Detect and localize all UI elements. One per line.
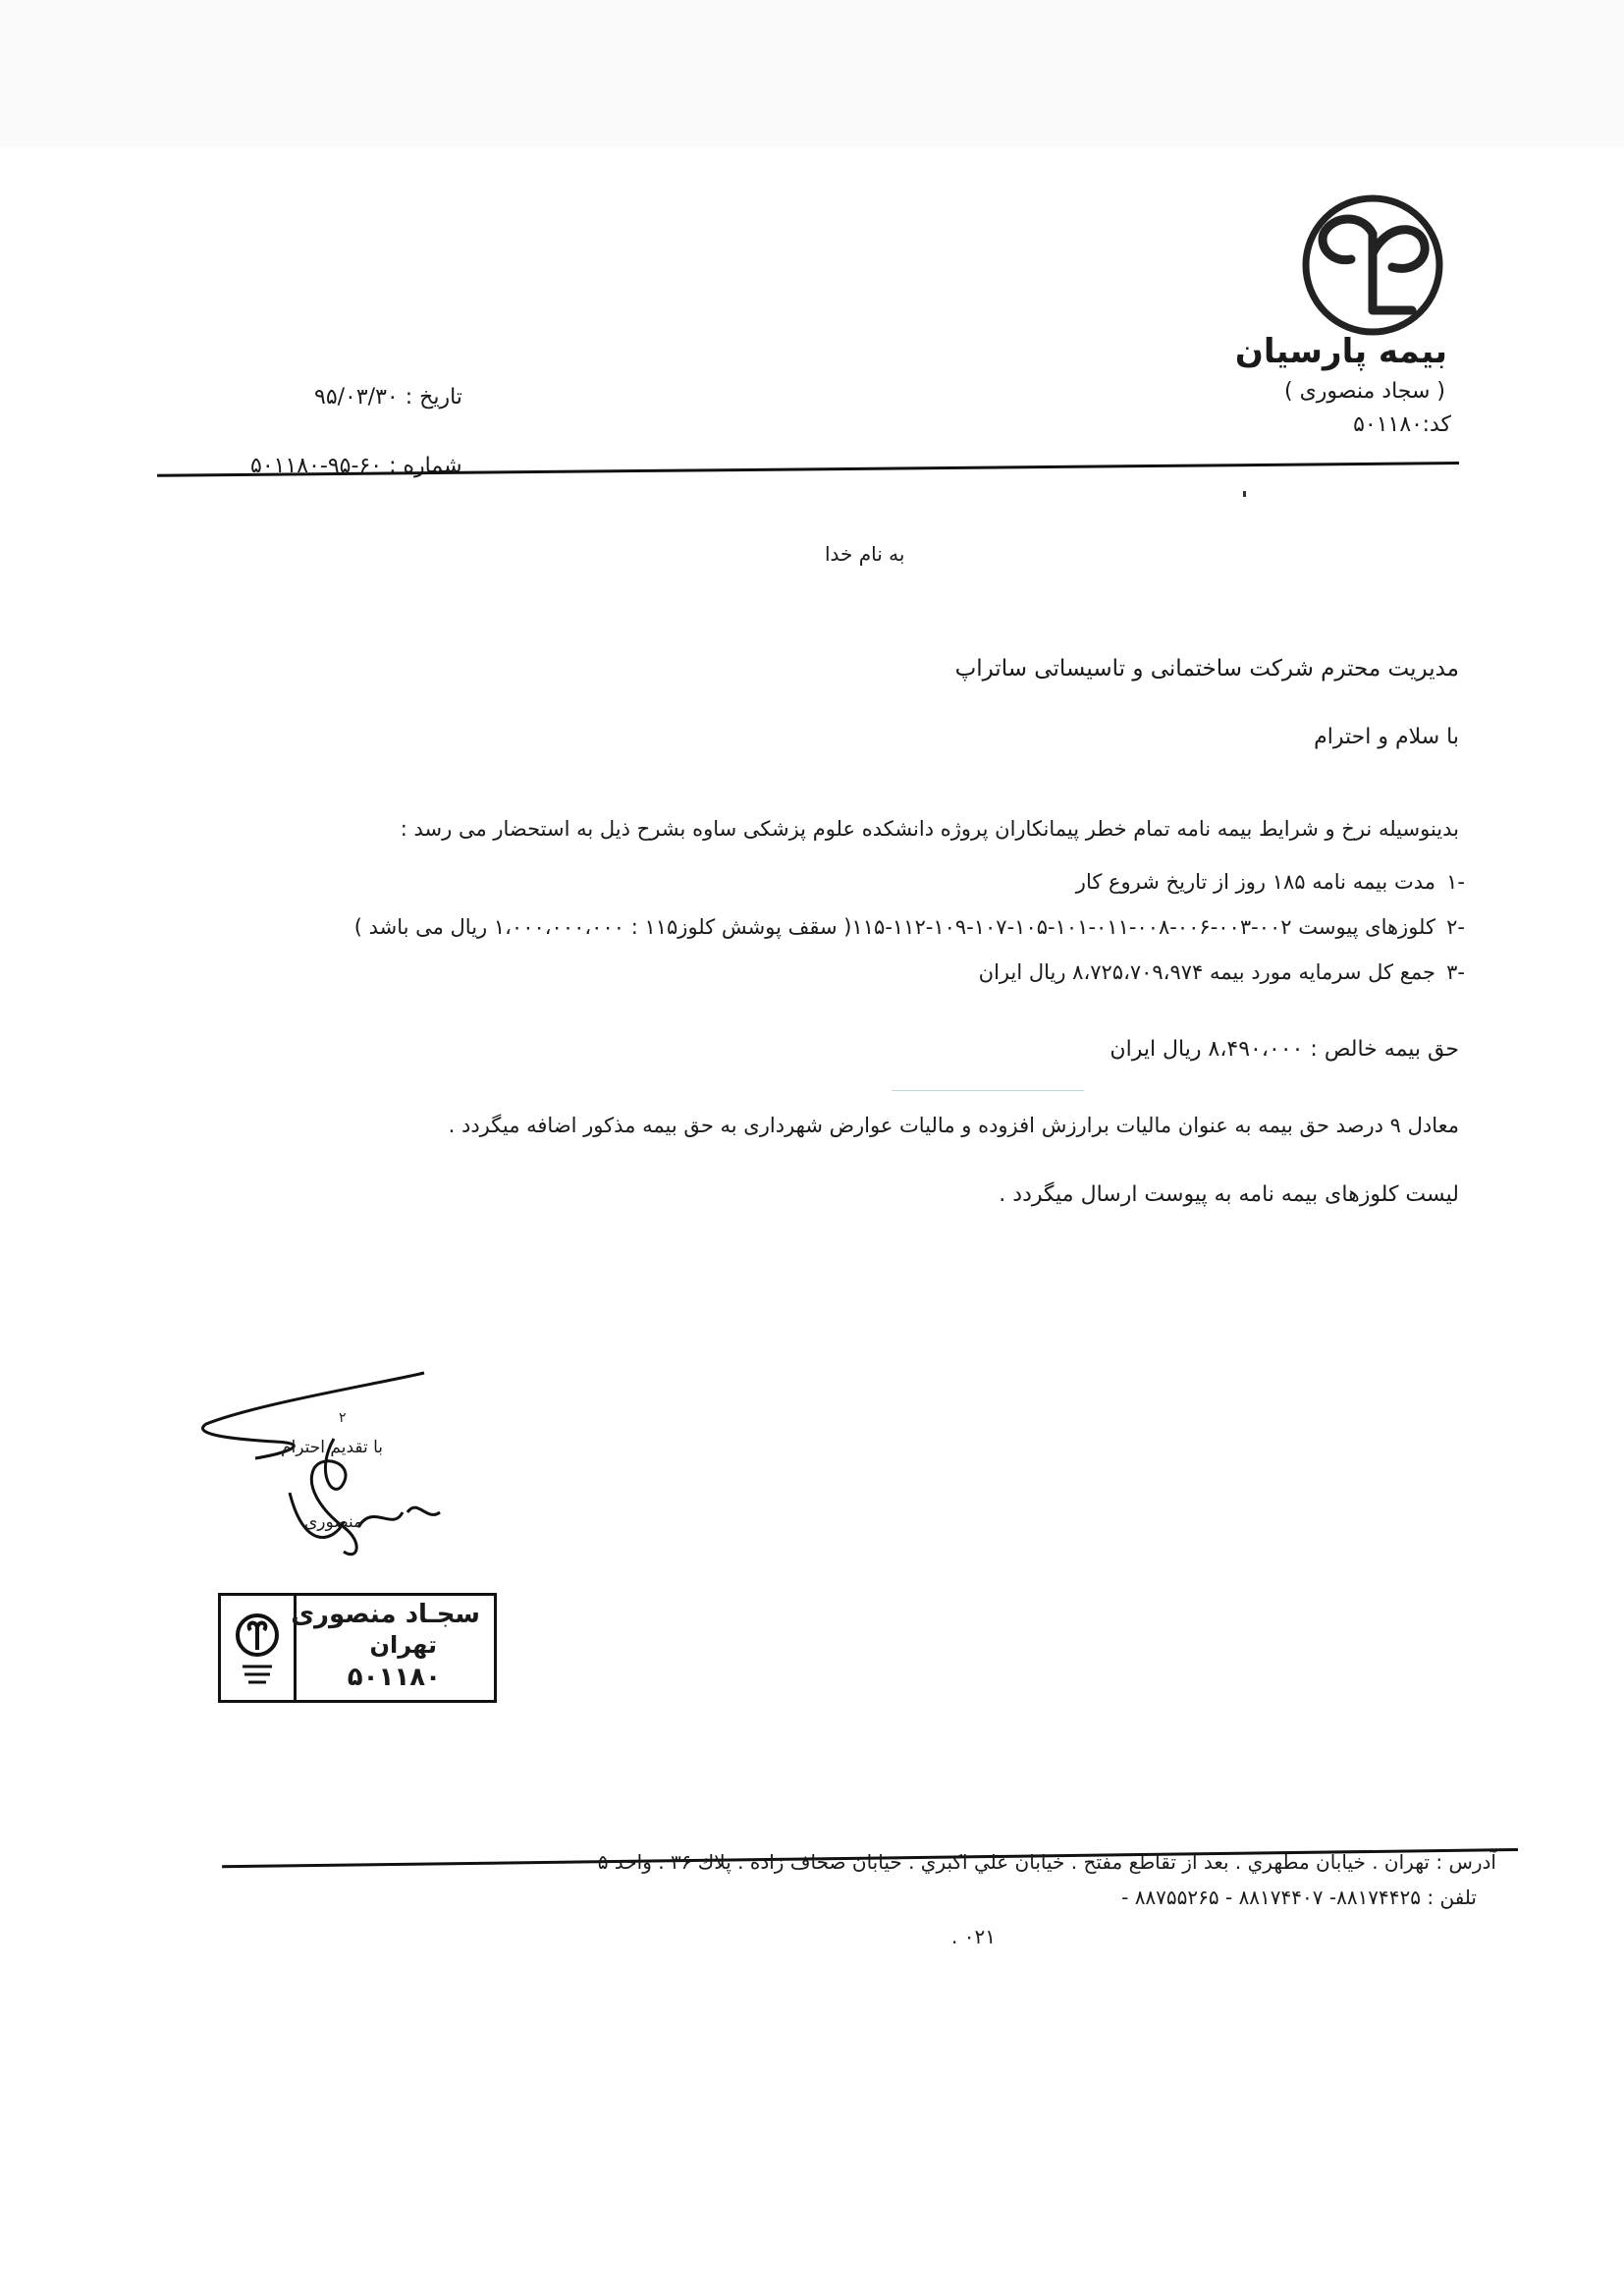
list-item-number: -۳ (1446, 960, 1465, 984)
letter-number: شماره : ۶۰-۹۵-۵۰۱۱۸۰ (250, 454, 462, 478)
letter-date: تاریخ : ۹۵/۰۳/۳۰ (314, 385, 462, 410)
agent-name: ( سجاد منصوری ) (1284, 379, 1445, 404)
parsian-insurance-logo (1294, 194, 1451, 342)
greeting: با سلام و احترام (1314, 725, 1459, 749)
scan-speck (1243, 491, 1246, 497)
stamp-code: ۵۰۱۱۸۰ (347, 1663, 441, 1692)
stamp-city: تهران (369, 1631, 437, 1659)
signer-name: منصوری (304, 1512, 363, 1532)
list-item-number: -۲ (1446, 915, 1465, 939)
stamp-agent-name: سجـاد منصوری (291, 1600, 480, 1629)
closing-phrase: با تقدیم احترام (281, 1438, 384, 1457)
footer-phone: تلفن : ۸۸۱۷۴۴۲۵- ۸۸۱۷۴۴۰۷ - ۸۸۷۵۵۲۶۵ - (1121, 1886, 1477, 1909)
handwritten-signature (196, 1365, 491, 1561)
list-item: کلوزهای پیوست ۰۰۲-۰۰۳-۰۰۶-۰۰۸-۰۱۱-۱۰۱-۱۰۵-۱۰۷-۱۰۹-۱۱۲-۱۱۵( سقف پوشش کلوز۱۱۵ : ۱،۰۰۰،۰۰۰،۰۰۰ ریال می باشد ) (353, 915, 1435, 939)
closing-number: ۲ (339, 1410, 347, 1426)
list-item-number: -۱ (1446, 870, 1465, 894)
stamp-logo-icon (221, 1596, 297, 1700)
net-premium: حق بیمه خالص : ۸،۴۹۰،۰۰۰ ریال ایران (1110, 1037, 1459, 1062)
attachment-note: لیست کلوزهای بیمه نامه به پیوست ارسال میگردد . (999, 1182, 1459, 1207)
agent-stamp (218, 1593, 497, 1703)
intro-paragraph: بدینوسیله نرخ و شرایط بیمه نامه تمام خطر پیمانکاران پروژه دانشکده علوم پزشکی ساوه بشرح ذیل به استحضار می رسد : (400, 817, 1459, 841)
company-name: بیمه پارسیان (1234, 332, 1447, 371)
opening-invocation: به نام خدا (825, 542, 905, 566)
agent-code: ۵۰۱۱۸۰ (1353, 412, 1423, 437)
scan-margin (0, 0, 1624, 147)
list-item: جمع کل سرمایه مورد بیمه ۸،۷۲۵،۷۰۹،۹۷۴ ریال ایران (978, 960, 1435, 984)
faint-rule (892, 1090, 1084, 1091)
tax-note: معادل ۹ درصد حق بیمه به عنوان مالیات برارزش افزوده و مالیات عوارض شهرداری به حق بیمه مذکور اضافه میگردد . (448, 1114, 1459, 1137)
list-item: مدت بیمه نامه ۱۸۵ روز از تاریخ شروع کار (1075, 870, 1435, 894)
agent-code-label: کد: (1422, 412, 1451, 437)
footer-address: آدرس : تهران . خیابان مطهري . بعد از تقاطع مفتح . خیابان علي اكبري . خیابان صحاف زاده . پلاك ۳۶ . واحد ۵ (597, 1850, 1496, 1874)
recipient: مدیریت محترم شرکت ساختمانی و تاسیساتی ساتراپ (954, 656, 1459, 682)
footer-phone-prefix: ۰۲۱ . (951, 1925, 996, 1948)
